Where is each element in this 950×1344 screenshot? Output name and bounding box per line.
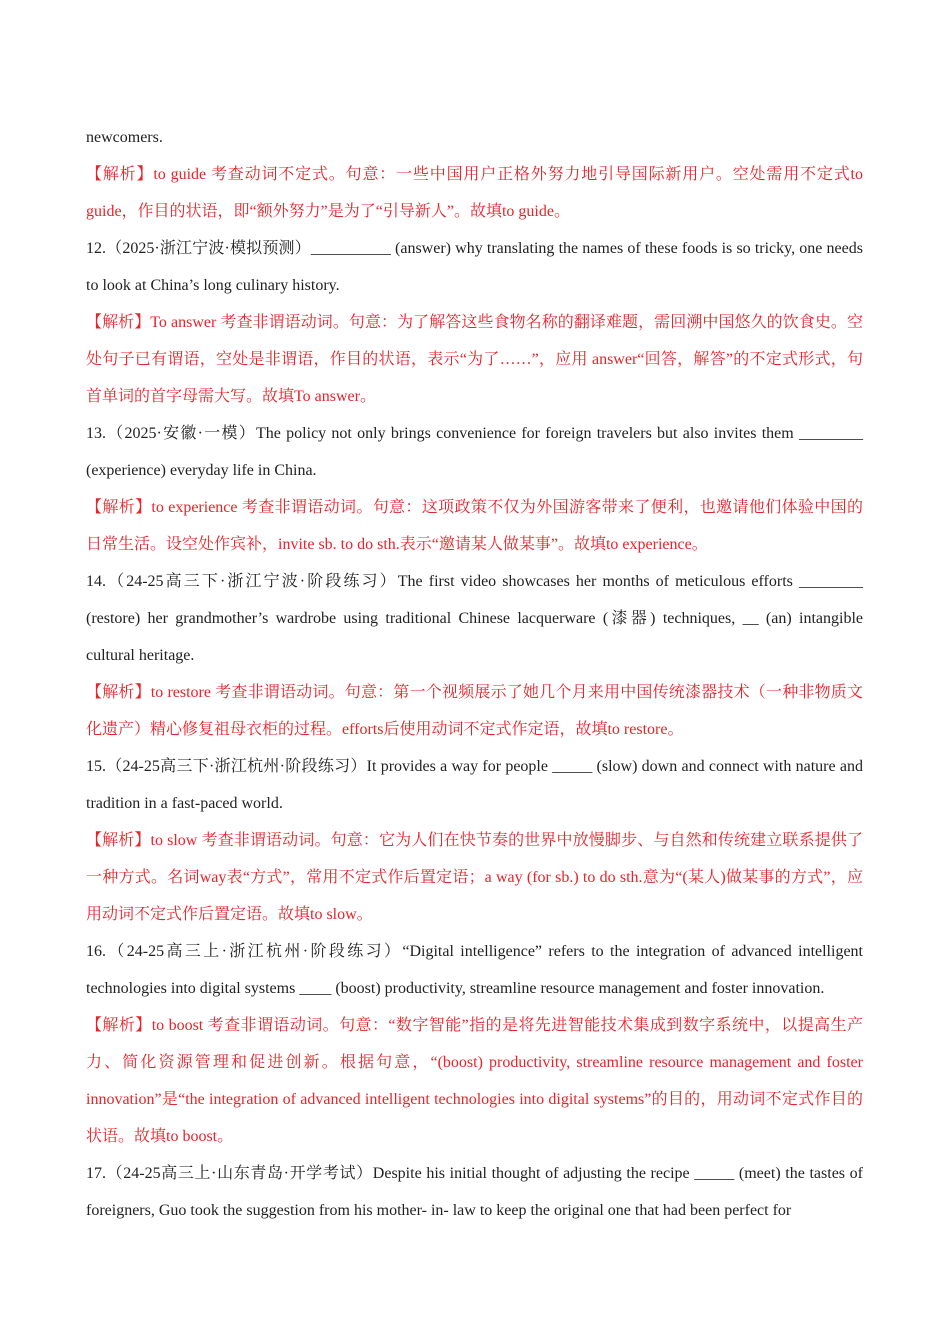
analysis-text: 【解析】to slow 考查非谓语动词。句意：它为人们在快节奏的世界中放慢脚步、与自然和传统建立联系提供了一种方式。名词way表“方式”，常用不定式作后置定语；a way (for sb.) to do sth.意为“(某人)做某事的方式”，应用动词不定式作后置定语。故填to slow。 (86, 832, 863, 923)
document-content (86, 119, 863, 1229)
analysis-text: 【解析】to restore 考查非谓语动词。句意：第一个视频展示了她几个月来用中国传统漆器技术（一种非物质文化遗产）精心修复祖母衣柜的过程。efforts后使用动词不定式作定语，故填to restore。 (86, 684, 863, 738)
question-text: 16.（24-25高三上·浙江杭州·阶段练习）“Digital intelligence” refers to the integration of advanced intelligent technologies into digital systems ____ (boost) productivity, streamline resource management and foster innovation. (86, 943, 863, 997)
question-text: 15.（24-25高三下·浙江杭州·阶段练习）It provides a way for people _____ (slow) down and connect with nature and tradition in a fast-paced world. (86, 758, 863, 812)
question-text: 13.（2025·安徽·一模）The policy not only brings convenience for foreign travelers but also invites them ________ (experience) everyday life in China. (86, 425, 863, 479)
analysis-text: 【解析】to boost 考查非谓语动词。句意：“数字智能”指的是将先进智能技术集成到数字系统中，以提高生产力、简化资源管理和促进创新。根据句意，“(boost) productivity, streamline resource management and foster innovation”是“the integration of advanced intelligent technologies into digital systems”的目的，用动词不定式作目的状语。故填to boost。 (86, 1017, 863, 1145)
analysis-text: 【解析】To answer 考查非谓语动词。句意：为了解答这些食物名称的翻译难题，需回溯中国悠久的饮食史。空处句子已有谓语，空处是非谓语，作目的状语，表示“为了……”，应用 answer“回答，解答”的不定式形式，句首单词的首字母需大写。故填To answer。 (86, 314, 863, 405)
question-text: 12.（2025·浙江宁波·模拟预测）__________ (answer) why translating the names of these foods is so tricky, one needs to look at China’s long culinary history. (86, 240, 863, 294)
question-text: 17.（24-25高三上·山东青岛·开学考试）Despite his initial thought of adjusting the recipe _____ (meet) the tastes of foreigners, Guo took the suggestion from his mother- in- law to keep the original one that had been perfect for (86, 1165, 863, 1219)
question-text: 14.（24-25高三下·浙江宁波·阶段练习）The first video showcases her months of meticulous efforts ________ (restore) her grandmother’s wardrobe using traditional Chinese lacquerware (漆器) techniques, __ (an) intangible cultural heritage. (86, 573, 863, 664)
analysis-text: 【解析】to experience 考查非谓语动词。句意：这项政策不仅为外国游客带来了便利，也邀请他们体验中国的日常生活。设空处作宾补，invite sb. to do sth.表示“邀请某人做某事”。故填to experience。 (86, 499, 863, 553)
analysis-text: 【解析】to guide 考查动词不定式。句意：一些中国用户正格外努力地引导国际新用户。空处需用不定式to guide，作目的状语，即“额外努力”是为了“引导新人”。故填to guide。 (86, 166, 863, 220)
question-text: newcomers. (86, 129, 163, 146)
